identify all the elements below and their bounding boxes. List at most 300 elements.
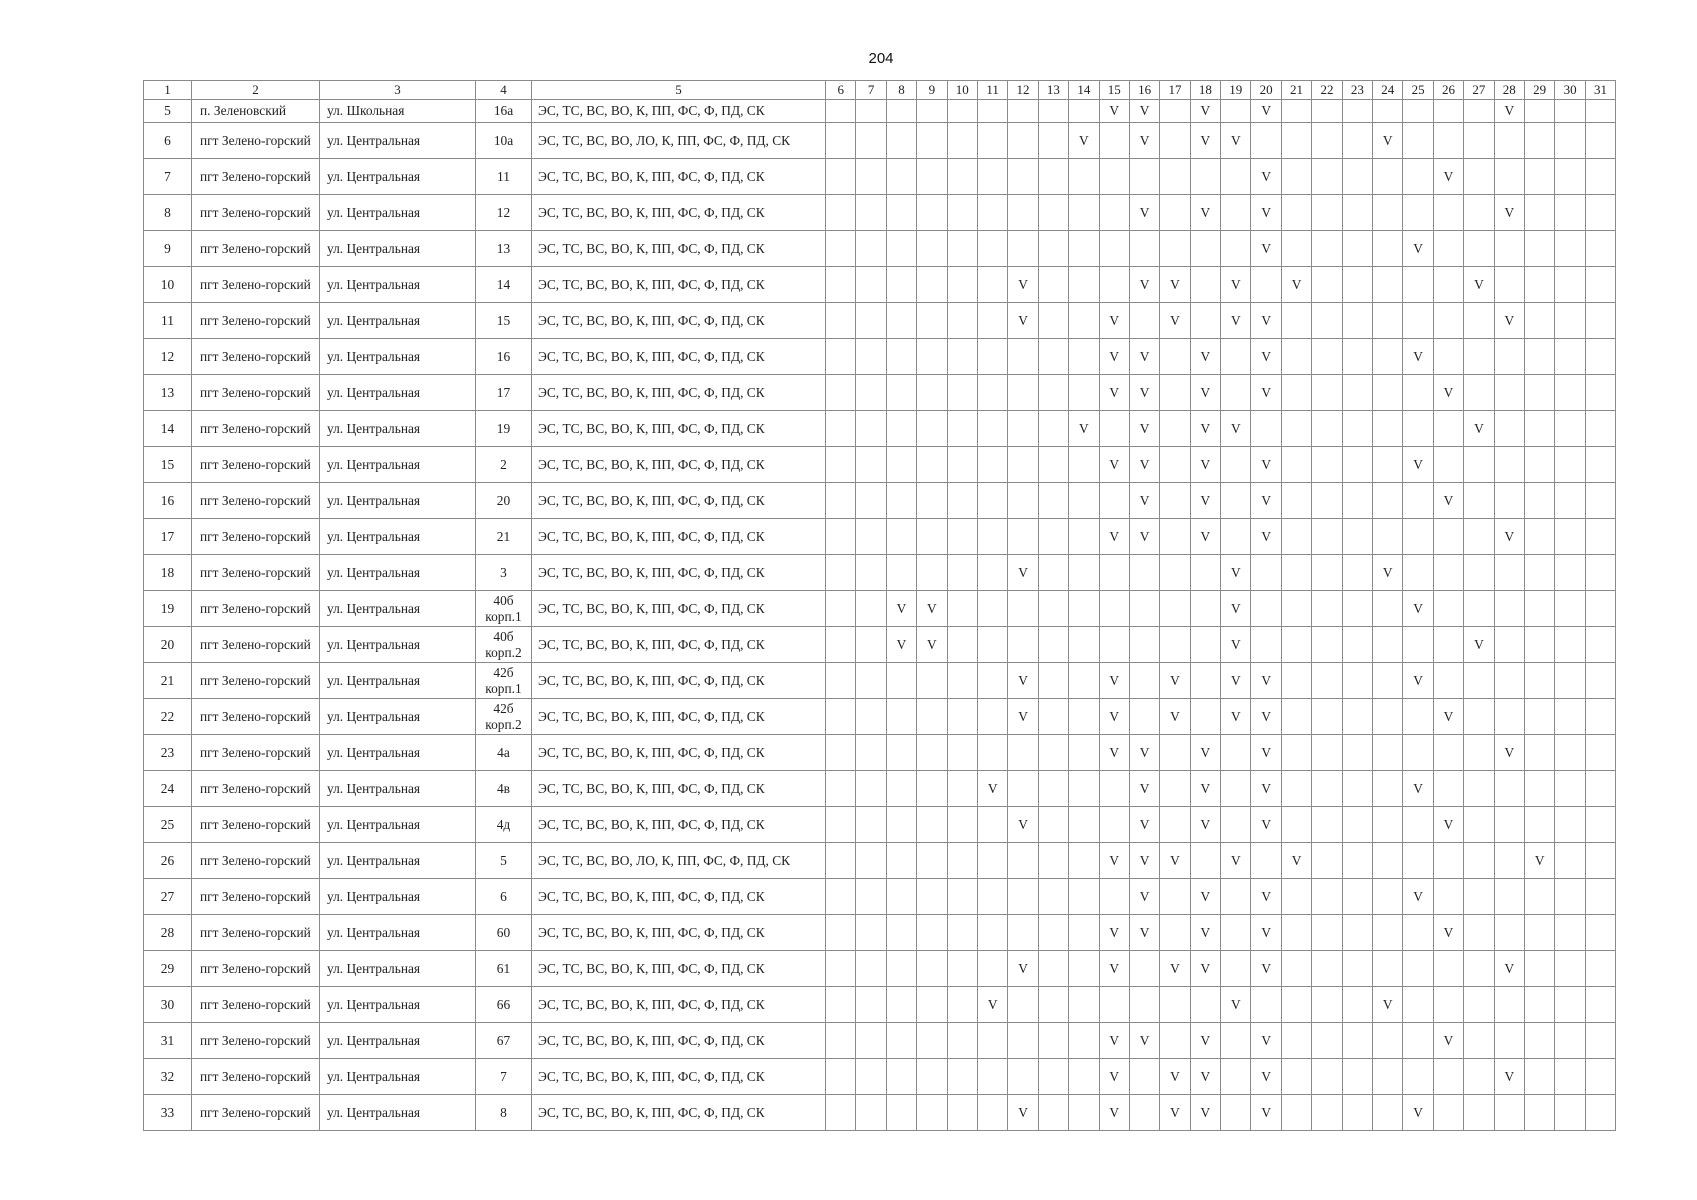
empty-cell	[826, 483, 856, 519]
empty-cell	[1464, 123, 1494, 159]
empty-cell	[1129, 627, 1159, 663]
empty-cell	[1281, 123, 1311, 159]
empty-cell	[1312, 303, 1342, 339]
check-mark: V	[1099, 100, 1129, 123]
row-number: 19	[144, 591, 192, 627]
street-cell: ул. Центральная	[320, 1059, 476, 1095]
empty-cell	[917, 483, 947, 519]
check-mark: V	[1494, 100, 1524, 123]
empty-cell	[1585, 879, 1615, 915]
row-number: 29	[144, 951, 192, 987]
empty-cell	[917, 519, 947, 555]
empty-cell	[826, 519, 856, 555]
empty-cell	[886, 447, 916, 483]
empty-cell	[856, 591, 886, 627]
empty-cell	[1312, 771, 1342, 807]
empty-cell	[1555, 1095, 1585, 1131]
empty-cell	[1281, 231, 1311, 267]
check-mark: V	[1099, 915, 1129, 951]
empty-cell	[1464, 771, 1494, 807]
empty-cell	[1403, 411, 1433, 447]
street-cell: ул. Центральная	[320, 1095, 476, 1131]
check-mark: V	[1221, 591, 1251, 627]
check-mark: V	[1403, 879, 1433, 915]
check-mark: V	[1494, 303, 1524, 339]
check-mark: V	[1190, 771, 1220, 807]
empty-cell	[1312, 1095, 1342, 1131]
house-cell: 3	[476, 555, 532, 591]
check-mark: V	[1251, 915, 1281, 951]
empty-cell	[1524, 483, 1554, 519]
services-cell: ЭС, ТС, ВС, ВО, ЛО, К, ПП, ФС, Ф, ПД, СК	[532, 843, 826, 879]
empty-cell	[886, 483, 916, 519]
empty-cell	[886, 267, 916, 303]
empty-cell	[1069, 627, 1099, 663]
empty-cell	[1251, 627, 1281, 663]
empty-cell	[947, 843, 977, 879]
check-mark: V	[1160, 267, 1190, 303]
empty-cell	[1494, 771, 1524, 807]
empty-cell	[1281, 699, 1311, 735]
empty-cell	[1129, 303, 1159, 339]
empty-cell	[1312, 339, 1342, 375]
street-cell: ул. Центральная	[320, 231, 476, 267]
empty-cell	[1342, 231, 1372, 267]
empty-cell	[856, 375, 886, 411]
empty-cell	[1038, 699, 1068, 735]
table-row	[144, 555, 1616, 591]
empty-cell	[1008, 1059, 1038, 1095]
empty-cell	[947, 411, 977, 447]
check-mark: V	[1433, 375, 1463, 411]
empty-cell	[1312, 195, 1342, 231]
empty-cell	[826, 591, 856, 627]
empty-cell	[1099, 123, 1129, 159]
empty-cell	[1008, 483, 1038, 519]
empty-cell	[856, 627, 886, 663]
empty-cell	[1069, 699, 1099, 735]
empty-cell	[947, 987, 977, 1023]
empty-cell	[1342, 159, 1372, 195]
settlement-cell: пгт Зелено-горский	[192, 915, 320, 951]
empty-cell	[1069, 339, 1099, 375]
table-row	[144, 303, 1616, 339]
check-mark: V	[1129, 915, 1159, 951]
check-mark: V	[1251, 519, 1281, 555]
empty-cell	[1069, 735, 1099, 771]
settlement-cell: пгт Зелено-горский	[192, 1095, 320, 1131]
empty-cell	[917, 1023, 947, 1059]
empty-cell	[1099, 555, 1129, 591]
empty-cell	[1373, 159, 1403, 195]
check-mark: V	[1160, 663, 1190, 699]
empty-cell	[1342, 447, 1372, 483]
check-mark: V	[1251, 735, 1281, 771]
check-mark: V	[1129, 339, 1159, 375]
empty-cell	[1555, 663, 1585, 699]
settlement-cell: пгт Зелено-горский	[192, 483, 320, 519]
empty-cell	[1281, 411, 1311, 447]
house-cell: 4а	[476, 735, 532, 771]
empty-cell	[977, 195, 1007, 231]
empty-cell	[1312, 411, 1342, 447]
empty-cell	[1038, 807, 1068, 843]
empty-cell	[1555, 339, 1585, 375]
row-number: 20	[144, 627, 192, 663]
empty-cell	[1312, 159, 1342, 195]
empty-cell	[917, 843, 947, 879]
house-cell: 6	[476, 879, 532, 915]
empty-cell	[1190, 267, 1220, 303]
empty-cell	[826, 339, 856, 375]
empty-cell	[917, 411, 947, 447]
empty-cell	[1008, 735, 1038, 771]
services-cell: ЭС, ТС, ВС, ВО, К, ПП, ФС, Ф, ПД, СК	[532, 807, 826, 843]
street-cell: ул. Центральная	[320, 699, 476, 735]
check-mark: V	[1251, 195, 1281, 231]
empty-cell	[856, 1023, 886, 1059]
row-number: 18	[144, 555, 192, 591]
empty-cell	[1524, 519, 1554, 555]
empty-cell	[1190, 699, 1220, 735]
empty-cell	[1555, 123, 1585, 159]
empty-cell	[826, 663, 856, 699]
settlement-cell: пгт Зелено-горский	[192, 447, 320, 483]
check-mark: V	[1190, 375, 1220, 411]
check-mark: V	[1099, 699, 1129, 735]
empty-cell	[1373, 771, 1403, 807]
check-mark: V	[1403, 447, 1433, 483]
empty-cell	[826, 987, 856, 1023]
services-cell: ЭС, ТС, ВС, ВО, К, ПП, ФС, Ф, ПД, СК	[532, 735, 826, 771]
column-header: 15	[1099, 81, 1129, 100]
empty-cell	[826, 879, 856, 915]
table-row	[144, 100, 1616, 123]
empty-cell	[947, 447, 977, 483]
services-cell: ЭС, ТС, ВС, ВО, К, ПП, ФС, Ф, ПД, СК	[532, 555, 826, 591]
empty-cell	[1312, 519, 1342, 555]
empty-cell	[1069, 1023, 1099, 1059]
empty-cell	[1281, 663, 1311, 699]
empty-cell	[1403, 807, 1433, 843]
services-cell: ЭС, ТС, ВС, ВО, К, ПП, ФС, Ф, ПД, СК	[532, 699, 826, 735]
empty-cell	[1524, 1059, 1554, 1095]
empty-cell	[1585, 951, 1615, 987]
empty-cell	[1312, 663, 1342, 699]
empty-cell	[1433, 411, 1463, 447]
empty-cell	[1555, 303, 1585, 339]
empty-cell	[1585, 1059, 1615, 1095]
street-cell: ул. Центральная	[320, 987, 476, 1023]
empty-cell	[1524, 375, 1554, 411]
check-mark: V	[1099, 735, 1129, 771]
empty-cell	[1038, 843, 1068, 879]
settlement-cell: пгт Зелено-горский	[192, 195, 320, 231]
services-cell: ЭС, ТС, ВС, ВО, К, ПП, ФС, Ф, ПД, СК	[532, 663, 826, 699]
empty-cell	[1221, 735, 1251, 771]
empty-cell	[1312, 447, 1342, 483]
empty-cell	[1038, 303, 1068, 339]
empty-cell	[1373, 483, 1403, 519]
empty-cell	[886, 100, 916, 123]
check-mark: V	[1251, 483, 1281, 519]
table-row	[144, 843, 1616, 879]
empty-cell	[1281, 483, 1311, 519]
empty-cell	[1038, 483, 1068, 519]
house-cell: 42б корп.1	[476, 663, 532, 699]
empty-cell	[1312, 483, 1342, 519]
empty-cell	[856, 447, 886, 483]
street-cell: ул. Центральная	[320, 519, 476, 555]
empty-cell	[1524, 699, 1554, 735]
empty-cell	[947, 123, 977, 159]
check-mark: V	[1251, 1059, 1281, 1095]
settlement-cell: пгт Зелено-горский	[192, 843, 320, 879]
empty-cell	[1038, 447, 1068, 483]
empty-cell	[1190, 231, 1220, 267]
check-mark: V	[1190, 447, 1220, 483]
empty-cell	[1312, 735, 1342, 771]
empty-cell	[826, 771, 856, 807]
empty-cell	[826, 447, 856, 483]
empty-cell	[1038, 411, 1068, 447]
check-mark: V	[1099, 1095, 1129, 1131]
empty-cell	[826, 951, 856, 987]
empty-cell	[1069, 807, 1099, 843]
row-number: 33	[144, 1095, 192, 1131]
empty-cell	[1524, 807, 1554, 843]
empty-cell	[1038, 100, 1068, 123]
empty-cell	[917, 159, 947, 195]
check-mark: V	[1281, 843, 1311, 879]
empty-cell	[886, 699, 916, 735]
check-mark: V	[1190, 339, 1220, 375]
empty-cell	[1403, 1023, 1433, 1059]
empty-cell	[1038, 195, 1068, 231]
empty-cell	[1494, 807, 1524, 843]
empty-cell	[1524, 987, 1554, 1023]
table-row	[144, 267, 1616, 303]
empty-cell	[1160, 483, 1190, 519]
row-number: 15	[144, 447, 192, 483]
empty-cell	[947, 483, 977, 519]
empty-cell	[1494, 411, 1524, 447]
row-number: 28	[144, 915, 192, 951]
check-mark: V	[1099, 663, 1129, 699]
empty-cell	[856, 483, 886, 519]
empty-cell	[826, 267, 856, 303]
empty-cell	[1555, 987, 1585, 1023]
street-cell: ул. Центральная	[320, 303, 476, 339]
empty-cell	[1464, 519, 1494, 555]
table-row	[144, 375, 1616, 411]
street-cell: ул. Школьная	[320, 100, 476, 123]
services-cell: ЭС, ТС, ВС, ВО, К, ПП, ФС, Ф, ПД, СК	[532, 1095, 826, 1131]
check-mark: V	[1251, 339, 1281, 375]
empty-cell	[1312, 699, 1342, 735]
empty-cell	[1312, 100, 1342, 123]
table-row	[144, 231, 1616, 267]
empty-cell	[1008, 159, 1038, 195]
street-cell: ул. Центральная	[320, 159, 476, 195]
empty-cell	[1099, 159, 1129, 195]
empty-cell	[856, 519, 886, 555]
empty-cell	[1585, 447, 1615, 483]
check-mark: V	[1251, 303, 1281, 339]
check-mark: V	[1494, 1059, 1524, 1095]
empty-cell	[1494, 339, 1524, 375]
column-header: 5	[532, 81, 826, 100]
empty-cell	[1524, 100, 1554, 123]
empty-cell	[1403, 159, 1433, 195]
empty-cell	[1160, 555, 1190, 591]
empty-cell	[1008, 339, 1038, 375]
empty-cell	[1494, 267, 1524, 303]
empty-cell	[1281, 303, 1311, 339]
empty-cell	[1038, 987, 1068, 1023]
empty-cell	[1038, 375, 1068, 411]
empty-cell	[1160, 987, 1190, 1023]
house-cell: 21	[476, 519, 532, 555]
empty-cell	[1555, 591, 1585, 627]
empty-cell	[1585, 807, 1615, 843]
empty-cell	[1038, 339, 1068, 375]
empty-cell	[977, 375, 1007, 411]
house-cell: 8	[476, 1095, 532, 1131]
empty-cell	[1464, 735, 1494, 771]
empty-cell	[1251, 555, 1281, 591]
check-mark: V	[1099, 843, 1129, 879]
empty-cell	[1008, 627, 1038, 663]
empty-cell	[947, 231, 977, 267]
empty-cell	[1129, 951, 1159, 987]
empty-cell	[1008, 987, 1038, 1023]
empty-cell	[1403, 100, 1433, 123]
street-cell: ул. Центральная	[320, 1023, 476, 1059]
row-number: 27	[144, 879, 192, 915]
empty-cell	[886, 879, 916, 915]
empty-cell	[1342, 663, 1372, 699]
check-mark: V	[1099, 519, 1129, 555]
empty-cell	[1342, 375, 1372, 411]
house-cell: 67	[476, 1023, 532, 1059]
empty-cell	[1403, 699, 1433, 735]
empty-cell	[1038, 1095, 1068, 1131]
empty-cell	[1129, 591, 1159, 627]
empty-cell	[856, 807, 886, 843]
column-header: 8	[886, 81, 916, 100]
empty-cell	[1494, 555, 1524, 591]
empty-cell	[1069, 1059, 1099, 1095]
empty-cell	[1342, 951, 1372, 987]
check-mark: V	[1099, 303, 1129, 339]
empty-cell	[1524, 663, 1554, 699]
empty-cell	[1221, 1023, 1251, 1059]
check-mark: V	[1190, 1059, 1220, 1095]
empty-cell	[1251, 267, 1281, 303]
column-header: 31	[1585, 81, 1615, 100]
empty-cell	[1342, 483, 1372, 519]
empty-cell	[917, 1059, 947, 1095]
empty-cell	[977, 447, 1007, 483]
empty-cell	[917, 699, 947, 735]
empty-cell	[1312, 627, 1342, 663]
empty-cell	[947, 339, 977, 375]
empty-cell	[1312, 915, 1342, 951]
empty-cell	[1342, 1095, 1372, 1131]
empty-cell	[1342, 987, 1372, 1023]
empty-cell	[1433, 987, 1463, 1023]
empty-cell	[977, 555, 1007, 591]
empty-cell	[1433, 591, 1463, 627]
empty-cell	[1464, 915, 1494, 951]
check-mark: V	[1160, 843, 1190, 879]
empty-cell	[1373, 735, 1403, 771]
empty-cell	[1160, 447, 1190, 483]
empty-cell	[1099, 627, 1129, 663]
empty-cell	[1433, 771, 1463, 807]
empty-cell	[1190, 303, 1220, 339]
empty-cell	[1069, 663, 1099, 699]
empty-cell	[1403, 987, 1433, 1023]
empty-cell	[1099, 231, 1129, 267]
settlement-cell: пгт Зелено-горский	[192, 663, 320, 699]
column-header: 28	[1494, 81, 1524, 100]
check-mark: V	[1251, 807, 1281, 843]
empty-cell	[826, 699, 856, 735]
empty-cell	[826, 159, 856, 195]
empty-cell	[917, 663, 947, 699]
empty-cell	[1251, 591, 1281, 627]
empty-cell	[1555, 411, 1585, 447]
empty-cell	[1008, 375, 1038, 411]
check-mark: V	[1221, 627, 1251, 663]
empty-cell	[1251, 843, 1281, 879]
empty-cell	[1281, 1095, 1311, 1131]
check-mark: V	[1433, 699, 1463, 735]
empty-cell	[1312, 1059, 1342, 1095]
empty-cell	[1008, 519, 1038, 555]
empty-cell	[1008, 195, 1038, 231]
empty-cell	[1585, 987, 1615, 1023]
empty-cell	[1555, 1023, 1585, 1059]
empty-cell	[1160, 915, 1190, 951]
empty-cell	[1373, 375, 1403, 411]
empty-cell	[1069, 1095, 1099, 1131]
empty-cell	[1342, 843, 1372, 879]
empty-cell	[947, 1095, 977, 1131]
empty-cell	[1403, 483, 1433, 519]
empty-cell	[1524, 591, 1554, 627]
empty-cell	[1524, 411, 1554, 447]
services-cell: ЭС, ТС, ВС, ВО, К, ПП, ФС, Ф, ПД, СК	[532, 915, 826, 951]
empty-cell	[947, 267, 977, 303]
empty-cell	[1038, 915, 1068, 951]
empty-cell	[1008, 231, 1038, 267]
column-header: 18	[1190, 81, 1220, 100]
empty-cell	[1069, 915, 1099, 951]
settlement-cell: пгт Зелено-горский	[192, 303, 320, 339]
column-header: 23	[1342, 81, 1372, 100]
check-mark: V	[1069, 411, 1099, 447]
empty-cell	[1038, 591, 1068, 627]
check-mark: V	[1190, 100, 1220, 123]
check-mark: V	[1160, 699, 1190, 735]
empty-cell	[1038, 663, 1068, 699]
row-number: 5	[144, 100, 192, 123]
empty-cell	[977, 1023, 1007, 1059]
empty-cell	[1494, 375, 1524, 411]
